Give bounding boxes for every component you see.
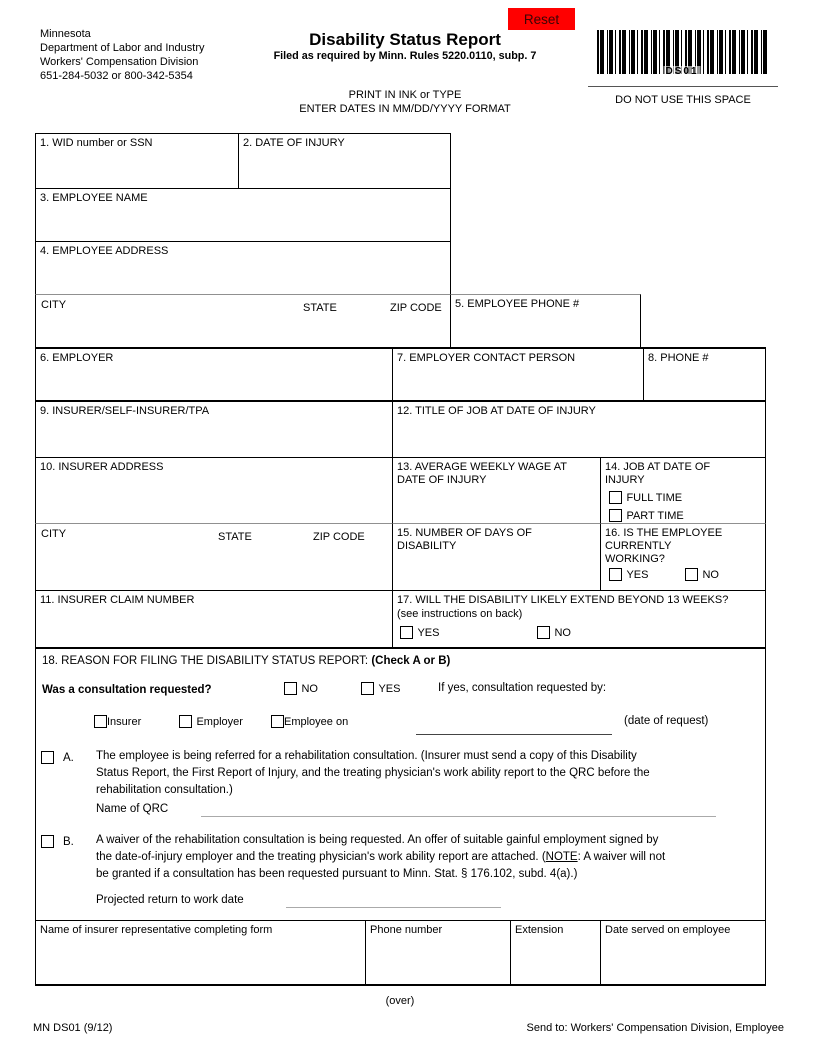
option-a-line: The employee is being referred for a rehabilitation consultation. (Insurer must send a copy of this Disability [96,750,637,762]
field-label: DATE OF INJURY [397,474,487,486]
insurer-city-state-zip[interactable] [35,523,393,591]
form-title: Disability Status Report [309,30,501,49]
qrc-name-line[interactable] [201,816,716,817]
agency-line: Workers' Compensation Division [40,56,199,68]
agency-line: Minnesota [40,28,91,40]
working-no-checkbox[interactable] [685,568,698,581]
date-served-cell[interactable] [600,920,766,986]
requested-by-employer-checkbox[interactable] [179,715,192,728]
consult-yes-checkbox[interactable] [361,682,374,695]
field-4-employee-address[interactable] [35,242,451,295]
return-to-work-label: Projected return to work date [96,894,244,906]
option-a-row [41,749,74,767]
option-b-line2-pre: the date-of-injury employer and the treating physician's work ability report are attached. ( [96,851,546,863]
field-6-employer[interactable] [35,347,393,401]
field-label: 11. INSURER CLAIM NUMBER [40,594,195,606]
over-label: (over) [385,995,415,1007]
field-16-currently-working[interactable] [600,523,766,591]
field-label: 10. INSURER ADDRESS [40,461,164,473]
rep-name-cell[interactable] [35,920,366,986]
insurer-label: Insurer [107,715,142,728]
field-7-employer-contact[interactable] [392,347,644,401]
field-label: Phone number [370,924,443,936]
field-5-employee-phone[interactable] [450,294,641,348]
section-18-title-bold: (Check A or B) [371,655,451,667]
return-to-work-line[interactable] [286,907,501,908]
field-label: 13. AVERAGE WEEKLY WAGE AT [397,461,567,473]
yes-label: YES [417,626,440,639]
employee-city-state-zip[interactable] [35,294,451,348]
section-18 [35,647,766,921]
option-b-line: A waiver of the rehabilitation consultation is being requested. An offer of suitable gainful employment signed by [96,834,659,846]
field-label: Name of insurer representative completing form [40,924,273,936]
full-time-label: FULL TIME [626,491,683,504]
state-label: STATE [218,531,252,543]
part-time-checkbox[interactable] [609,509,622,522]
field-2-date-of-injury[interactable] [238,133,451,189]
footer-form-number: MN DS01 (9/12) [33,1022,113,1034]
extend-yes-checkbox[interactable] [400,626,413,639]
no-label: NO [301,682,318,695]
option-a-text [96,748,768,799]
working-yes-checkbox[interactable] [609,568,622,581]
rep-extension-cell[interactable] [510,920,601,986]
no-label: NO [554,626,571,639]
field-1-wid-ssn[interactable] [35,133,239,189]
zip-label: ZIP CODE [390,302,442,314]
instructions [230,88,580,116]
if-yes-label: If yes, consultation requested by: [438,682,607,694]
option-b-checkbox[interactable] [41,835,54,848]
no-label: NO [702,568,719,581]
field-label: Date served on employee [605,924,731,936]
field-12-job-title[interactable] [392,400,766,458]
option-b-text [96,832,772,883]
consultation-question: Was a consultation requested? [42,684,212,696]
state-label: STATE [303,302,337,314]
field-10-insurer-address[interactable] [35,458,393,524]
option-b-line2-post: : A waiver will not [577,851,666,863]
zip-label: ZIP CODE [313,531,365,543]
option-a-line: rehabilitation consultation.) [96,784,233,796]
field-label: 3. EMPLOYEE NAME [40,192,148,204]
field-13-weekly-wage[interactable] [392,458,601,524]
date-of-request-line[interactable] [416,734,612,735]
field-label: 1. WID number or SSN [40,137,153,149]
reset-button[interactable]: Reset [508,8,575,30]
field-label: 17. WILL THE DISABILITY LIKELY EXTEND BEYOND 13 WEEKS? [397,594,729,606]
instruction-line: PRINT IN INK or TYPE [348,89,462,101]
city-label: CITY [41,299,67,311]
consult-no-checkbox[interactable] [284,682,297,695]
agency-line: Department of Labor and Industry [40,42,205,54]
field-label: 7. EMPLOYER CONTACT PERSON [397,352,576,364]
title-block [230,30,580,62]
yes-label: YES [626,568,649,581]
employer-label: Employer [196,715,243,728]
field-17-extend-13-weeks[interactable] [392,591,766,648]
option-b-row [41,833,74,851]
field-label: WORKING? [605,553,665,565]
option-b-line: be granted if a consultation has been requested pursuant to Minn. Stat. § 176.102, subd. 4(a).) [96,868,578,880]
instruction-line: ENTER DATES IN MM/DD/YYYY FORMAT [299,103,511,115]
field-label: 16. IS THE EMPLOYEE [605,527,723,539]
option-a-line: Status Report, the First Report of Injury, and the treating physician's work ability report to the QRC before the [96,767,650,779]
field-note: (see instructions on back) [397,608,523,620]
agency-line: 651-284-5032 or 800-342-5354 [40,70,193,82]
barcode-label: DS01 [665,66,699,77]
field-label: 15. NUMBER OF DAYS OF [397,527,532,539]
option-b-note: NOTE [545,851,578,863]
section-18-title [42,653,450,670]
date-of-request-label: (date of request) [624,715,709,727]
field-label: 2. DATE OF INJURY [243,137,345,149]
requested-by-row [94,713,754,731]
field-label: 5. EMPLOYEE PHONE # [455,298,580,310]
do-not-use-label: DO NOT USE THIS SPACE [615,94,751,106]
section-18-title-text: 18. REASON FOR FILING THE DISABILITY STATUS REPORT: [42,655,369,667]
field-9-insurer[interactable] [35,400,393,458]
requested-by-insurer-checkbox[interactable] [94,715,107,728]
field-label: INJURY [605,474,645,486]
field-11-claim-number[interactable] [35,591,393,648]
field-14-job-at-injury[interactable] [600,458,766,524]
consultation-question-row [42,680,762,699]
option-b-label: B. [63,836,74,848]
city-label: CITY [41,528,67,540]
extend-no-checkbox[interactable] [537,626,550,639]
form-subtitle: Filed as required by Minn. Rules 5220.0110, subp. 7 [273,50,537,62]
requested-by-employee-checkbox[interactable] [271,715,284,728]
field-label: DISABILITY [397,540,457,552]
yes-label: YES [378,682,401,695]
barcode-divider [588,86,778,87]
field-label: 4. EMPLOYEE ADDRESS [40,245,169,257]
part-time-label: PART TIME [626,509,684,522]
employee-on-label: Employee on [284,715,349,728]
qrc-label: Name of QRC [96,803,169,815]
field-label: 12. TITLE OF JOB AT DATE OF INJURY [397,405,596,417]
field-3-employee-name[interactable] [35,189,451,242]
option-b-line [96,849,772,866]
barcode [597,30,767,77]
rep-phone-cell[interactable] [365,920,511,986]
field-label: 8. PHONE # [648,352,709,364]
field-8-phone[interactable] [643,347,766,401]
agency-block [40,27,204,83]
footer-send-to: Send to: Workers' Compensation Division, Employee [526,1022,784,1034]
field-15-days-disability[interactable] [392,523,601,591]
field-label: 9. INSURER/SELF-INSURER/TPA [40,405,210,417]
option-a-checkbox[interactable] [41,751,54,764]
full-time-checkbox[interactable] [609,491,622,504]
field-label: 14. JOB AT DATE OF [605,461,711,473]
field-label: 6. EMPLOYER [40,352,114,364]
field-label: CURRENTLY [605,540,672,552]
field-label: Extension [515,924,564,936]
option-a-label: A. [63,752,74,764]
